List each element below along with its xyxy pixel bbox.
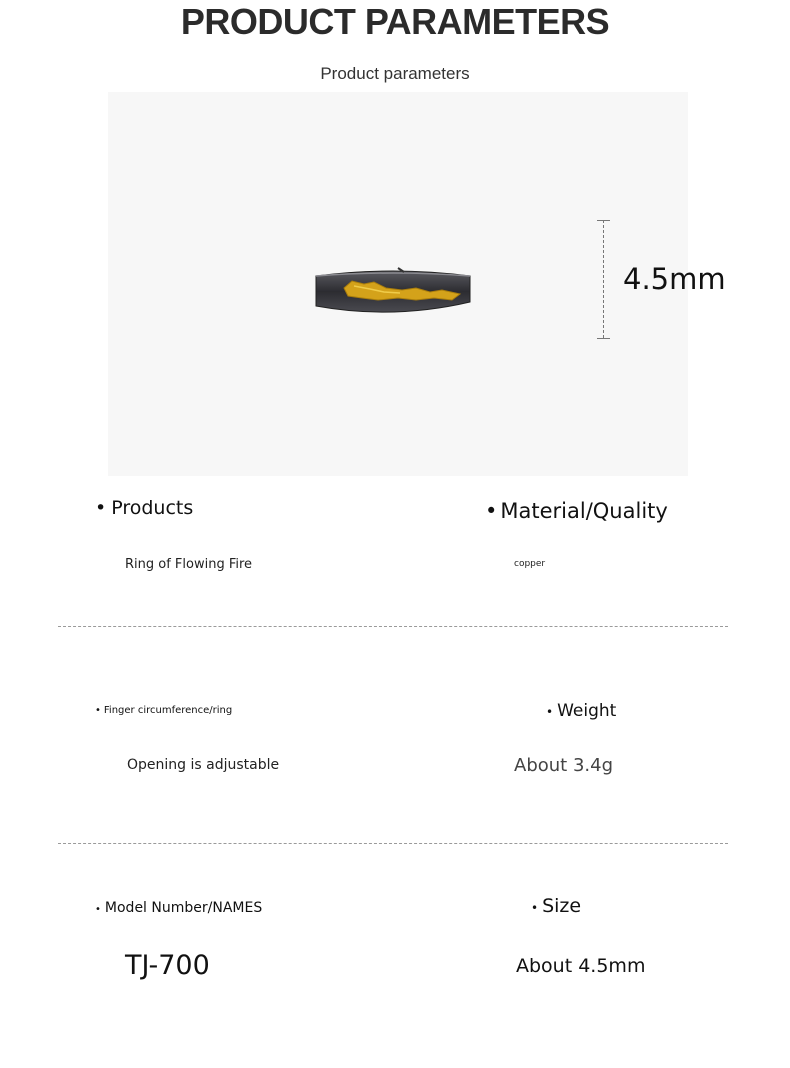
dimension-line <box>603 220 604 338</box>
model-value: TJ-700 <box>125 950 210 981</box>
finger-value: Opening is adjustable <box>127 757 280 773</box>
bullet-icon: • <box>485 499 498 523</box>
bullet-icon: • <box>95 904 101 915</box>
finger-label-text: Finger circumference/ring <box>103 705 233 716</box>
bullet-icon: • <box>95 705 101 716</box>
page-title: PRODUCT PARAMETERS <box>180 1 610 42</box>
divider <box>58 626 728 627</box>
divider <box>58 843 728 844</box>
material-label <box>485 499 668 523</box>
page-subtitle: Product parameters <box>320 64 470 83</box>
size-value: About 4.5mm <box>516 955 646 977</box>
bullet-icon: • <box>531 901 539 915</box>
model-label-text: Model Number/NAMES <box>104 900 263 916</box>
bullet-icon: • <box>546 705 554 719</box>
weight-label-text: Weight <box>557 701 617 721</box>
size-label <box>531 895 581 917</box>
material-label-text: Material/Quality <box>500 499 668 523</box>
dimension-label: 4.5mm <box>623 262 726 296</box>
material-value: copper <box>514 559 546 569</box>
model-label <box>95 900 262 916</box>
dimension-cap-bottom <box>597 338 610 339</box>
products-value: Ring of Flowing Fire <box>125 557 253 572</box>
ring-image <box>312 262 474 322</box>
weight-value: About 3.4g <box>514 755 613 776</box>
size-label-text: Size <box>542 895 582 917</box>
products-label <box>95 497 193 519</box>
weight-label <box>546 701 616 721</box>
finger-label <box>95 705 232 716</box>
products-label-text: Products <box>111 497 194 519</box>
bullet-icon: • <box>95 497 107 519</box>
